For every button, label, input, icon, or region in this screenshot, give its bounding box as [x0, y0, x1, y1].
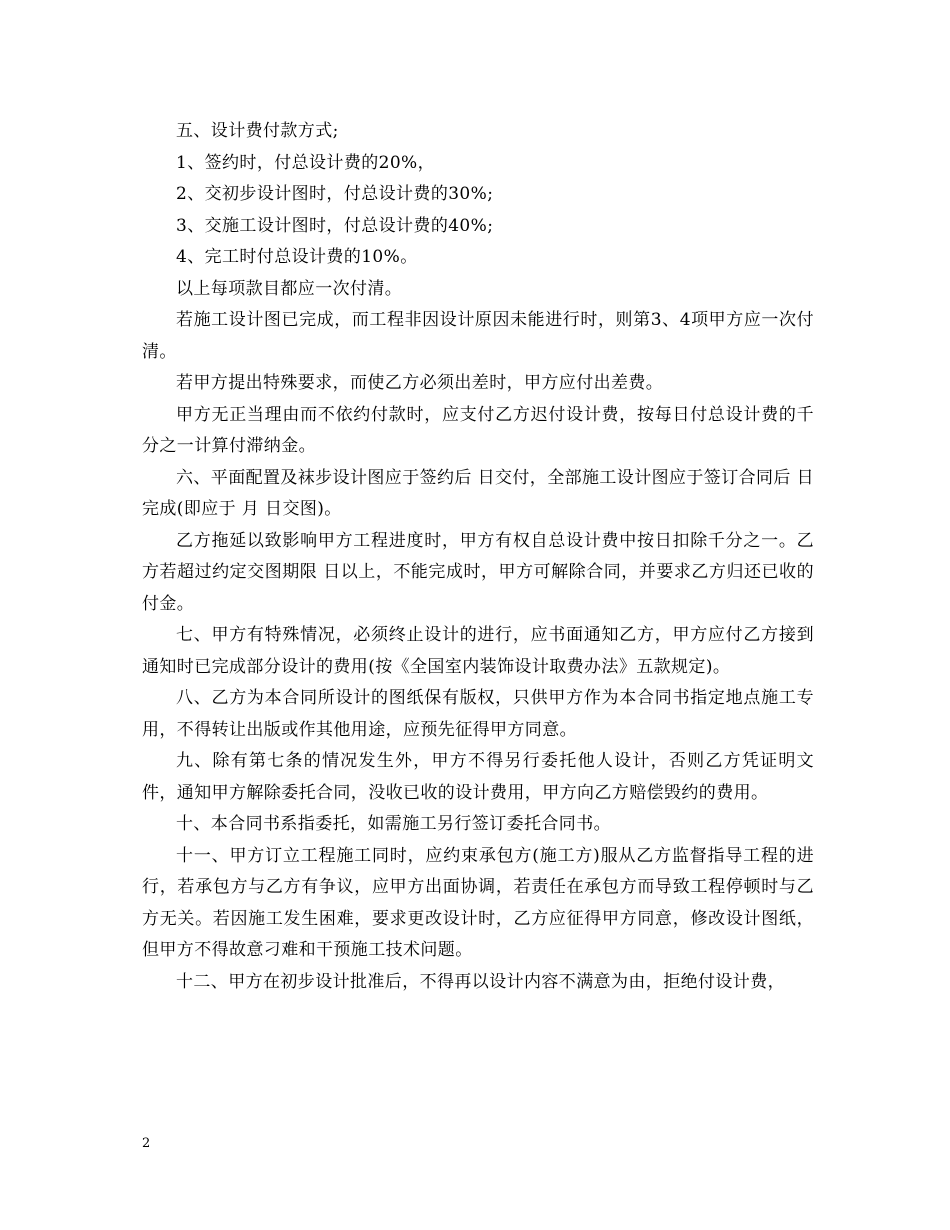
page-number: 2	[142, 1136, 151, 1151]
paragraph-late-fee: 甲方无正当理由而不依约付款时，应支付乙方迟付设计费，按每日付总设计费的千分之一计算付滞纳金。	[142, 404, 814, 456]
paragraph-clause-8: 八、乙方为本合同所设计的图纸保有版权，只供甲方作为本合同书指定地点施工专用，不得转让出版或作其他用途，应预先征得甲方同意。	[142, 688, 814, 740]
paragraph-clause-10: 十、本合同书系指委托，如需施工另行签订委托合同书。	[176, 814, 611, 834]
paragraph-pay-once: 以上每项款目都应一次付清。	[176, 278, 403, 299]
paragraph-delay-penalty: 乙方拖延以致影响甲方工程进度时，甲方有权自总设计费中按日扣除千分之一。乙方若超过约定交图期限 日以上，不能完成时，甲方可解除合同，并要求乙方归还已收的付金。	[142, 530, 814, 614]
paragraph-clause-7: 七、甲方有特殊情况，必须终止设计的进行，应书面通知乙方，甲方应付乙方接到通知时已完成部分设计的费用(按《全国室内装饰设计取费办法》五款规定)。	[142, 625, 814, 677]
paragraph-payment-heading: 五、设计费付款方式;	[176, 121, 339, 141]
paragraph-construction-delay: 若施工设计图已完成，而工程非因设计原因未能进行时，则第3、4项甲方应一次付清。	[142, 310, 814, 362]
document-body	[142, 116, 814, 998]
paragraph-payment-item-4: 4、完工时付总设计费的10%。	[176, 247, 418, 267]
paragraph-travel-expense: 若甲方提出特殊要求，而使乙方必须出差时，甲方应付出差费。	[176, 373, 664, 393]
paragraph-payment-item-3: 3、交施工设计图时，付总设计费的40%;	[176, 215, 494, 236]
paragraph-clause-9: 九、除有第七条的情况发生外，甲方不得另行委托他人设计，否则乙方凭证明文件，通知甲方解除委托合同，没收已收的设计费用，甲方向乙方赔偿毁约的费用。	[142, 751, 814, 803]
paragraph-payment-item-2: 2、交初步设计图时，付总设计费的30%;	[176, 184, 494, 204]
paragraph-clause-11: 十一、甲方订立工程施工同时，应约束承包方(施工方)服从乙方监督指导工程的进行，若承包方与乙方有争议，应甲方出面协调，若责任在承包方而导致工程停顿时与乙方无关。若因施工发生困难，要求更改设计时，乙方应征得甲方同意，修改设计图纸，但甲方不得故意刁难和干预施工技术问题。	[142, 845, 814, 960]
paragraph-clause-6: 六、平面配置及袜步设计图应于签约后 日交付，全部施工设计图应于签订合同后 日完成(即应于 月 日交图)。	[142, 467, 815, 519]
paragraph-payment-item-1: 1、签约时，付总设计费的20%，	[176, 152, 436, 173]
paragraph-clause-12: 十二、甲方在初步设计批准后，不得再以设计内容不满意为由，拒绝付设计费，	[176, 971, 785, 992]
